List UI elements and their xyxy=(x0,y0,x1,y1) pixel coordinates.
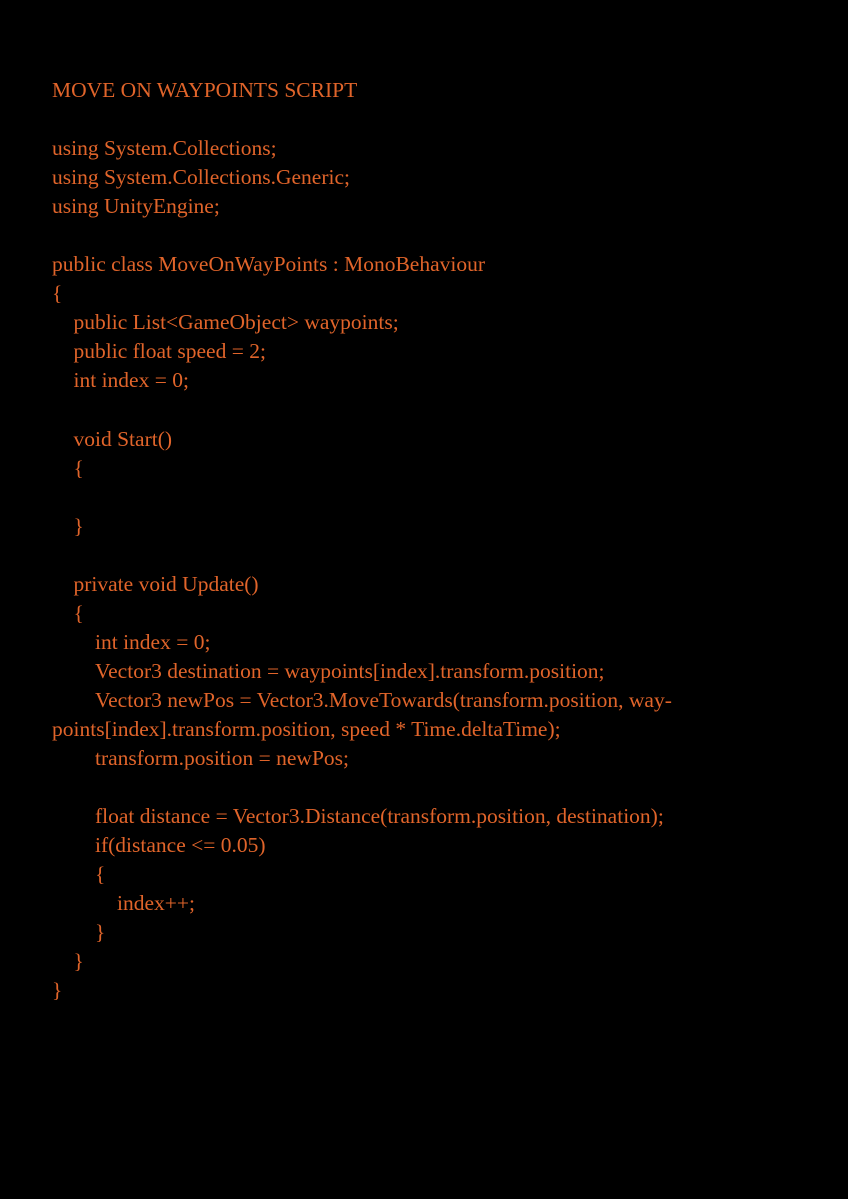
start-method-declaration: void Start() xyxy=(73,426,173,451)
update-method-declaration: private void Update() xyxy=(73,571,259,596)
using-directive: using UnityEngine; xyxy=(52,194,220,219)
assign-position-statement: transform.position = newPos; xyxy=(95,746,349,771)
update-close-brace: } xyxy=(73,949,84,974)
class-declaration: public class MoveOnWayPoints : MonoBehaviour xyxy=(52,252,486,277)
blank-line xyxy=(52,483,832,512)
document-title: MOVE ON WAYPOINTS SCRIPT xyxy=(52,78,358,102)
start-close-brace: } xyxy=(73,513,84,538)
field-index: int index = 0; xyxy=(73,368,189,393)
blank-line xyxy=(52,773,832,802)
class-open-brace: { xyxy=(52,281,63,306)
newpos-statement-line-1: Vector3 newPos = Vector3.MoveTowards(transform.position, way- xyxy=(95,687,672,712)
field-speed: public float speed = 2; xyxy=(73,339,266,364)
if-open-brace: { xyxy=(95,862,106,887)
blank-line xyxy=(52,541,832,570)
blank-line xyxy=(52,105,832,134)
update-open-brace: { xyxy=(73,600,84,625)
increment-statement: index++; xyxy=(117,891,195,916)
newpos-statement-line-2: points[index].transform.position, speed * Time.deltaTime); xyxy=(52,717,561,742)
field-waypoints: public List<GameObject> waypoints; xyxy=(73,310,399,335)
local-index-statement: int index = 0; xyxy=(95,629,211,654)
blank-line xyxy=(52,396,832,425)
if-statement: if(distance <= 0.05) xyxy=(95,833,266,858)
class-close-brace: } xyxy=(52,978,63,1003)
distance-statement: float distance = Vector3.Distance(transform.position, destination); xyxy=(95,804,664,829)
code-document xyxy=(52,76,832,1006)
if-close-brace: } xyxy=(95,920,106,945)
start-open-brace: { xyxy=(73,455,84,480)
blank-line xyxy=(52,221,832,250)
destination-statement: Vector3 destination = waypoints[index].transform.position; xyxy=(95,658,605,683)
using-directive: using System.Collections; xyxy=(52,136,277,161)
using-directive: using System.Collections.Generic; xyxy=(52,165,350,190)
